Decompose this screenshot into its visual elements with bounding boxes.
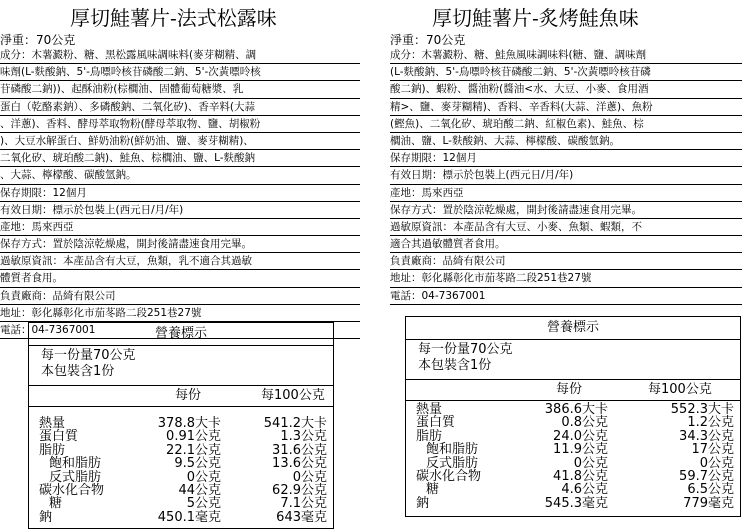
- info-line: 有效日期：標示於包裝上(西元日/月/年): [390, 167, 742, 184]
- nutrient-name: 糖: [426, 482, 440, 498]
- per-100g-value: 13.6公克: [272, 456, 327, 472]
- info-line: 適合其過敏體質者食用。: [390, 236, 742, 253]
- per-100g-value: 62.9公克: [272, 482, 327, 498]
- per-serving-value: 0.91公克: [166, 429, 221, 445]
- info-line: 、大蒜、檸檬酸、碳酸氫鈉。: [0, 167, 360, 184]
- per-serving-value: 0.8公克: [561, 415, 608, 431]
- nutrient-name: 鈉: [416, 495, 430, 511]
- info-line: (鰹魚)、二氧化矽、琥珀酸二鈉、紅椒色素)、鮭魚、棕: [390, 116, 742, 133]
- per-serving-value: 4.6公克: [561, 482, 608, 498]
- per-serving-value: 5公克: [186, 496, 221, 512]
- nutrition-header: 營養標示: [29, 323, 333, 346]
- nutrition-table: [405, 316, 741, 517]
- per-100g-value: 0公克: [699, 455, 734, 471]
- info-line: 味劑(L-麩酸鈉、5'-鳥嘌呤核苷磷酸二鈉、5'-次黃嘌呤核: [0, 64, 360, 81]
- nutrient-name: 糖: [49, 496, 63, 512]
- info-line: 地址：彰化縣彰化市茄苳路二段251巷27號: [390, 270, 742, 287]
- per-serving-value: 9.5公克: [174, 456, 221, 472]
- product-info: [390, 47, 742, 305]
- product-title: 厚切鮭薯片-炙烤鮭魚味: [432, 6, 639, 30]
- per-100g-value: 643毫克: [276, 509, 327, 525]
- info-line: 精>、鹽、麥芽糊精)、香料、辛香料(大蒜、洋蔥)、魚粉: [390, 99, 742, 116]
- info-line: 過敏原資訊：本產品含有大豆、小麥、魚類、蝦類，不: [390, 219, 742, 236]
- per-serving-value: 0公克: [186, 469, 221, 485]
- per-serving-value: 545.3毫克: [544, 495, 608, 511]
- info-line: 保存方式：置於陰涼乾燥處，開封後請盡速食用完畢。: [0, 236, 360, 253]
- nutrient-row-sugar: [29, 497, 333, 510]
- nutrient-name: 脂肪: [416, 428, 443, 444]
- nutrient-name: 鈉: [39, 509, 53, 525]
- nutrient-row-protein: [29, 430, 333, 443]
- net-weight: 淨重：70公克: [390, 33, 466, 47]
- info-line: (L-麩酸鈉、5'-鳥嘌呤核苷磷酸二鈉、5'-次黃嘌呤核苷磷: [390, 64, 742, 81]
- per-serving-value: 11.9公克: [553, 442, 608, 458]
- product-title: 厚切鮭薯片-法式松露味: [70, 6, 277, 30]
- nutrition-header: 營養標示: [406, 317, 740, 340]
- info-line: 負責廠商：品綺有限公司: [390, 253, 742, 270]
- per-100g-value: 31.6公克: [272, 442, 327, 458]
- per-serving-value: 378.8大卡: [157, 416, 221, 431]
- info-line: )、大豆水解蛋白、鮮奶油粉(鮮奶油、鹽、麥芽糊精)、: [0, 133, 360, 150]
- per-100g-value: 541.2大卡: [263, 416, 327, 431]
- info-line: 有效日期：標示於包裝上(西元日/月/年): [0, 202, 360, 219]
- nutrient-rows: [29, 407, 333, 524]
- info-line: 蛋白（乾酪素鈉）、多磷酸鈉、二氧化矽)、香辛料(大蒜: [0, 99, 360, 116]
- per-serving-value: 22.1公克: [166, 442, 221, 458]
- nutrient-name: 飽和脂肪: [426, 442, 479, 458]
- info-line: 產地：馬來西亞: [390, 185, 742, 202]
- per-serving-value: 0公克: [573, 455, 608, 471]
- nutrient-row-sodium: [29, 511, 333, 524]
- col-per-100g: 每100公克: [261, 388, 325, 403]
- info-line: 苷磷酸二鈉))、起酥油粉(棕櫚油、固體葡萄糖漿、乳: [0, 81, 360, 98]
- nutrient-name: 熱量: [416, 402, 443, 417]
- per-100g-value: 59.7公克: [679, 468, 734, 484]
- nutrient-name: 飽和脂肪: [49, 456, 102, 472]
- servings-per-pack: 本包裝含1份: [41, 364, 115, 379]
- info-line: 保存期限：12個月: [0, 185, 360, 202]
- nutrient-row-sugar: [406, 483, 740, 496]
- nutrient-name: 脂肪: [39, 442, 66, 458]
- column-headers: [406, 380, 740, 401]
- nutrient-name: 熱量: [39, 416, 66, 431]
- info-line: 酸二鈉)、蝦粉、醬油粉(醬油<水、大豆、小麥、食用酒: [390, 81, 742, 98]
- per-serving-value: 24.0公克: [553, 428, 608, 444]
- serving-info: [29, 346, 333, 386]
- per-serving-value: 41.8公克: [553, 468, 608, 484]
- per-serving-value: 450.1毫克: [157, 509, 221, 525]
- nutrient-name: 碳水化合物: [416, 468, 482, 484]
- serving-size: 每一份量70公克: [41, 348, 136, 363]
- per-100g-value: 6.5公克: [687, 482, 734, 498]
- per-100g-value: 0公克: [292, 469, 327, 485]
- info-line: 二氧化矽、琥珀酸二鈉)、鮭魚、棕櫚油、鹽、L-麩酸鈉: [0, 150, 360, 167]
- info-line: 保存方式：置於陰涼乾燥處，開封後請盡速食用完畢。: [390, 202, 742, 219]
- nutrition-table: [28, 322, 334, 529]
- per-100g-value: 17公克: [691, 442, 734, 458]
- info-line: 過敏原資訊：本產品含有大豆，魚類，乳不適合其過敏: [0, 253, 360, 270]
- nutrient-row-saturated-fat: [406, 443, 740, 456]
- product-info: [0, 47, 360, 339]
- info-line: 產地：馬來西亞: [0, 219, 360, 236]
- info-line: 成分：木薯澱粉、糖、鮭魚風味調味料(糖、鹽、調味劑: [390, 47, 742, 64]
- info-line: 地址：彰化縣彰化市茄苳路二段251巷27號: [0, 305, 360, 322]
- per-serving-value: 44公克: [178, 482, 221, 498]
- info-line: 櫚油、鹽、L-麩酸鈉、大蒜、檸檬酸、碳酸氫鈉。: [390, 133, 742, 150]
- nutrient-row-trans-fat: [406, 457, 740, 470]
- nutrient-name: 碳水化合物: [39, 482, 105, 498]
- nutrient-name: 反式脂肪: [49, 469, 102, 485]
- nutrient-row-protein: [406, 416, 740, 429]
- per-100g-value: 552.3大卡: [670, 402, 734, 417]
- serving-info: [406, 340, 740, 380]
- info-line: 成分：木薯澱粉、糖、黑松露風味調味料(麥芽糊精、調: [0, 47, 360, 64]
- info-line: 電話：04-7367001: [390, 288, 742, 305]
- nutrient-name: 蛋白質: [416, 415, 456, 431]
- per-serving-value: 386.6大卡: [544, 402, 608, 417]
- info-line: 保存期限：12個月: [390, 150, 742, 167]
- net-weight: 淨重：70公克: [0, 33, 76, 47]
- per-100g-value: 1.2公克: [687, 415, 734, 431]
- nutrient-name: 蛋白質: [39, 429, 79, 445]
- column-headers: [29, 386, 333, 407]
- col-per-100g: 每100公克: [648, 382, 712, 397]
- nutrient-rows: [406, 401, 740, 510]
- col-per-serving: 每份: [175, 388, 202, 403]
- serving-size: 每一份量70公克: [418, 342, 513, 357]
- per-100g-value: 779毫克: [683, 495, 734, 511]
- per-100g-value: 7.1公克: [280, 496, 327, 512]
- nutrient-row-sodium: [406, 497, 740, 510]
- info-line: 負責廠商：品綺有限公司: [0, 288, 360, 305]
- per-100g-value: 34.3公克: [679, 428, 734, 444]
- nutrient-row-saturated-fat: [29, 457, 333, 470]
- col-per-serving: 每份: [556, 382, 583, 397]
- info-line: 、洋蔥)、香料、酵母萃取物粉(酵母萃取物、鹽、胡椒粉: [0, 116, 360, 133]
- nutrient-row-trans-fat: [29, 471, 333, 484]
- per-100g-value: 1.3公克: [280, 429, 327, 445]
- servings-per-pack: 本包裝含1份: [418, 358, 492, 373]
- nutrient-name: 反式脂肪: [426, 455, 479, 471]
- info-line: 體質者食用。: [0, 270, 360, 287]
- info-line: 電話：04-7367001: [0, 322, 360, 339]
